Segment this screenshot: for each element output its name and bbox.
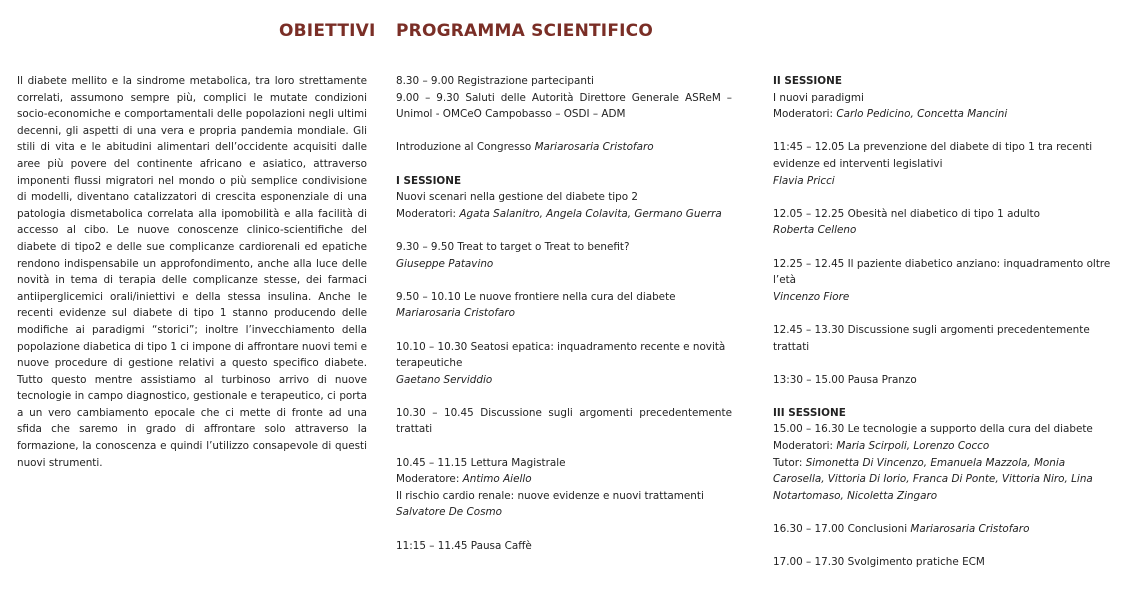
moderators-names: Agata Salanitro, Angela Colavita, Germano Guerra (459, 207, 722, 220)
introduction-speaker: Mariarosaria Cristofaro (534, 141, 654, 154)
session-2-title: II SESSIONE (773, 75, 842, 87)
talk-title: 10.10 – 10.30 Seatosi epatica: inquadramento recente e novità terapeutiche (396, 340, 726, 370)
registration-item: 8.30 – 9.00 Registrazione partecipanti (396, 75, 594, 87)
talk-speaker: Giuseppe Patavino (396, 257, 494, 270)
conclusions-label: 16.30 – 17.00 Conclusioni (773, 523, 908, 536)
session-2-subtitle: I nuovi paradigmi (773, 91, 864, 104)
moderators-names: Carlo Pedicino, Concetta Mancini (836, 108, 1008, 121)
programma-column-1 (396, 73, 732, 554)
lecture-speaker: Salvatore De Cosmo (396, 506, 502, 519)
talk-title: 9.50 – 10.10 Le nuove frontiere nella cura del diabete (396, 290, 676, 303)
programma-heading: PROGRAMMA SCIENTIFICO (396, 21, 653, 41)
talk-title: 12.05 – 12.25 Obesità nel diabetico di tipo 1 adulto (773, 207, 1040, 220)
moderator-label: Moderatore: (396, 473, 460, 486)
lecture-topic: Il rischio cardio renale: nuove evidenze e nuovi trattamenti (396, 489, 704, 502)
moderators-label: Moderatori: (396, 207, 457, 220)
greetings-item: 9.00 – 9.30 Saluti delle Autorità Direttore Generale ASReM – Unimol - OMCeO Campobasso – OSDI – ADM (396, 91, 732, 121)
conclusions-item (773, 521, 1115, 538)
talk-title: 11:45 – 12.05 La prevenzione del diabete di tipo 1 tra recenti evidenze ed interventi legislativi (773, 141, 1093, 170)
moderators-label: Moderatori: (773, 440, 834, 453)
session-3-tutors (773, 455, 1115, 505)
session-3-talk: 15.00 – 16.30 Le tecnologie a supporto della cura del diabete (773, 423, 1093, 436)
obiettivi-column (17, 73, 367, 471)
tutor-label: Tutor: (773, 456, 803, 469)
coffee-break-item: 11:15 – 11.45 Pausa Caffè (396, 539, 532, 552)
lecture-moderator (396, 471, 732, 488)
talk-speaker: Roberta Celleno (773, 224, 857, 237)
session-3-moderators (773, 438, 1115, 455)
discussion-item: 10.30 – 10.45 Discussione sugli argomenti precedentemente trattati (396, 406, 732, 436)
moderator-name: Antimo Aiello (462, 473, 532, 486)
obiettivi-paragraph: Il diabete mellito e la sindrome metabolica, tra loro strettamente correlati, assumono sempre più, complici le mutate condizioni socio-economiche e comportamentali delle popolazioni negli ultimi decenni, gli aspetti di una vera e propria pandemia mondiale. Gli stili di vita e le abitudini alimentari dell’occidente acquisiti dalle aree più povere del continente africano e asiatico, attraverso imponenti flussi migratori nel mondo o più semplice condivisione di modelli, diventano catalizzatori di crescita esponenziale di una patologia dismetabolica correlata alla ipomobilità e alla facilità di accesso al cibo. Le nuove conoscenze clinico-scientifiche del diabete di tipo2 e delle sue complicanze cardiorenali ed epatiche rendono indispensabile un approfondimento, anche alla luce delle novità in tema di terapia delle complicanze stesse, dei farmaci antiiperglicemici orali/iniettivi e della stessa insulina. Anche le recenti evidenze sul diabete di tipo 1 stanno producendo delle modifiche ai paradigmi “storici”; inoltre l’invecchiamento della popolazione diabetica di tipo 1 ci impone di affrontare nuovi temi e nuove procedure di gestione relativi a questo specifico diabete. Tutto questo mentre assistiamo al turbinoso arrivo di nuove tecnologie in campo diagnostico, gestionale e terapeutico, ci porta a un vero cambiamento epocale che ci mette di fronte ad una sfida che saremo in grado di affrontare solo attraverso la formazione, la conoscenza e quindi l’utilizzo consapevole di questi nuovi strumenti. (17, 75, 367, 469)
lecture-title: 10.45 – 11.15 Lettura Magistrale (396, 456, 566, 469)
talk-speaker: Gaetano Serviddio (396, 373, 493, 386)
talk-title: 12.25 – 12.45 Il paziente diabetico anziano: inquadramento oltre l’età (773, 257, 1111, 287)
session-2-moderators (773, 106, 1115, 123)
introduction-label: Introduzione al Congresso (396, 141, 532, 154)
discussion-item: 12.45 – 13.30 Discussione sugli argomenti precedentemente trattati (773, 323, 1090, 353)
session-1-subtitle: Nuovi scenari nella gestione del diabete tipo 2 (396, 191, 639, 204)
session-1-title: I SESSIONE (396, 174, 462, 187)
obiettivi-heading: OBIETTIVI (279, 21, 376, 41)
programma-column-2 (773, 73, 1115, 571)
talk-speaker: Vincenzo Fiore (773, 290, 850, 303)
ecm-item: 17.00 – 17.30 Svolgimento pratiche ECM (773, 556, 985, 569)
talk-speaker: Flavia Pricci (773, 174, 835, 187)
talk-title: 9.30 – 9.50 Treat to target o Treat to benefit? (396, 240, 630, 253)
moderators-names: Maria Scirpoli, Lorenzo Cocco (836, 440, 990, 453)
tutor-names: Simonetta Di Vincenzo, Emanuela Mazzola, Monia Carosella, Vittoria Di Iorio, Franca Di Ponte, Vittoria Niro, Lina Notartomaso, Nicoletta Zingaro (773, 456, 1093, 502)
introduction-item (396, 139, 732, 156)
session-3-title: III SESSIONE (773, 406, 846, 419)
lunch-break-item: 13:30 – 15.00 Pausa Pranzo (773, 373, 917, 386)
conclusions-speaker: Mariarosaria Cristofaro (910, 523, 1030, 536)
session-1-moderators (396, 206, 732, 223)
moderators-label: Moderatori: (773, 108, 834, 121)
talk-speaker: Mariarosaria Cristofaro (396, 307, 516, 320)
